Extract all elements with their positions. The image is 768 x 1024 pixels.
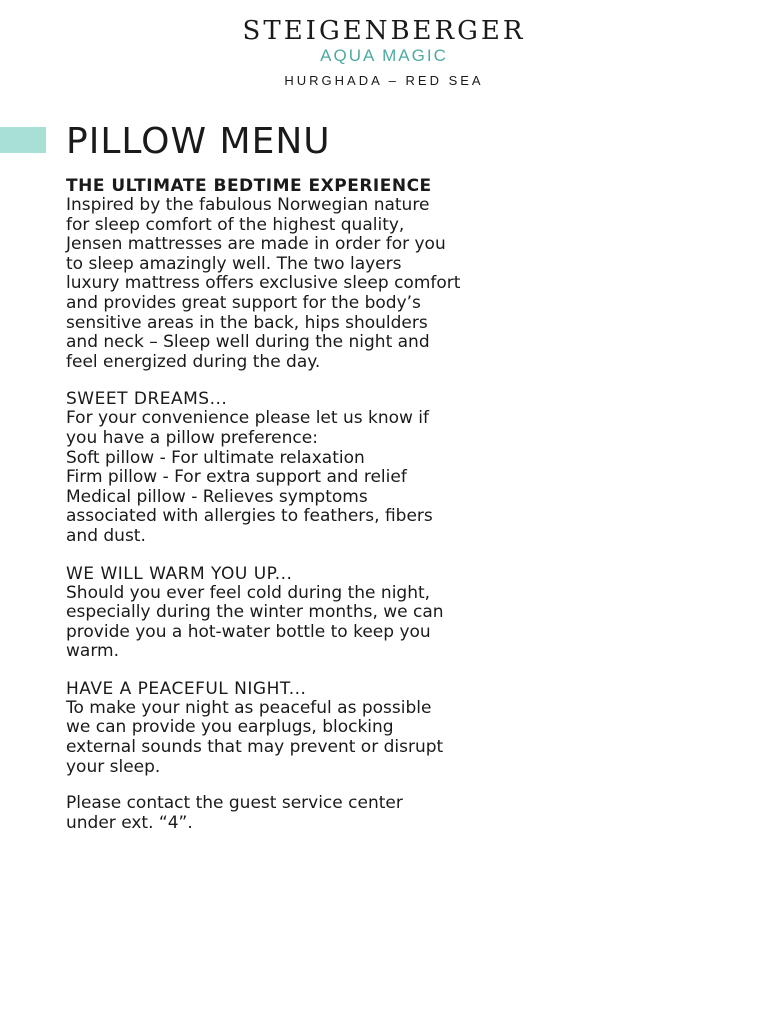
section-peaceful-night bbox=[66, 679, 706, 777]
section-warm-up bbox=[66, 564, 706, 662]
hotel-location: HURGHADA – RED SEA bbox=[284, 73, 484, 88]
pillow-option-medical: Medical pillow - Relieves symptoms bbox=[66, 486, 368, 507]
paragraph-line: provide you a hot-water bottle to keep you bbox=[66, 621, 431, 642]
section-heading: THE ULTIMATE BEDTIME EXPERIENCE bbox=[66, 176, 432, 196]
pillow-option-firm: Firm pillow - For extra support and relief bbox=[66, 467, 407, 488]
paragraph-line: feel energized during the day. bbox=[66, 351, 321, 372]
paragraph-line: Inspired by the fabulous Norwegian nature bbox=[66, 195, 430, 215]
brand-name: STEIGENBERGER bbox=[242, 16, 526, 46]
paragraph-line: external sounds that may prevent or disrupt bbox=[66, 737, 444, 758]
brand-subtitle: AQUA MAGIC bbox=[320, 46, 448, 65]
paragraph-line: Should you ever feel cold during the night, bbox=[66, 582, 431, 603]
contact-line: under ext. “4”. bbox=[66, 812, 193, 833]
paragraph-line: you have a pillow preference: bbox=[66, 427, 318, 448]
paragraph-line: for sleep comfort of the highest quality, bbox=[66, 214, 405, 235]
section-contact bbox=[66, 794, 706, 833]
paragraph-line: Jensen mattresses are made in order for you bbox=[66, 234, 446, 255]
section-sweet-dreams bbox=[66, 389, 706, 546]
pillow-option-soft: Soft pillow - For ultimate relaxation bbox=[66, 447, 365, 468]
paragraph-line: especially during the winter months, we can bbox=[66, 602, 444, 623]
paragraph-line: we can provide you earplugs, blocking bbox=[66, 717, 394, 738]
menu-content bbox=[66, 176, 706, 850]
paragraph-line: and neck – Sleep well during the night and bbox=[66, 332, 430, 353]
paragraph-line: warm. bbox=[66, 641, 119, 662]
paragraph-line: and provides great support for the body’s bbox=[66, 292, 421, 313]
page-title: PILLOW MENU bbox=[66, 121, 331, 162]
section-intro bbox=[66, 176, 706, 372]
section-heading: WE WILL WARM YOU UP... bbox=[66, 563, 293, 584]
contact-line: Please contact the guest service center bbox=[66, 793, 403, 814]
section-heading: HAVE A PEACEFUL NIGHT... bbox=[66, 678, 307, 699]
paragraph-line: For your convenience please let us know if bbox=[66, 408, 430, 429]
paragraph-line: associated with allergies to feathers, fibers bbox=[66, 506, 433, 527]
paragraph-line: luxury mattress offers exclusive sleep comfort bbox=[66, 273, 461, 294]
paragraph-line: sensitive areas in the back, hips shoulders bbox=[66, 312, 428, 333]
section-heading: SWEET DREAMS... bbox=[66, 389, 228, 410]
paragraph-line: and dust. bbox=[66, 525, 146, 546]
paragraph-line: To make your night as peaceful as possible bbox=[66, 697, 432, 718]
accent-bar bbox=[0, 127, 46, 153]
hotel-header bbox=[0, 14, 768, 90]
paragraph-line: your sleep. bbox=[66, 756, 161, 777]
paragraph-line: to sleep amazingly well. The two layers bbox=[66, 253, 402, 274]
